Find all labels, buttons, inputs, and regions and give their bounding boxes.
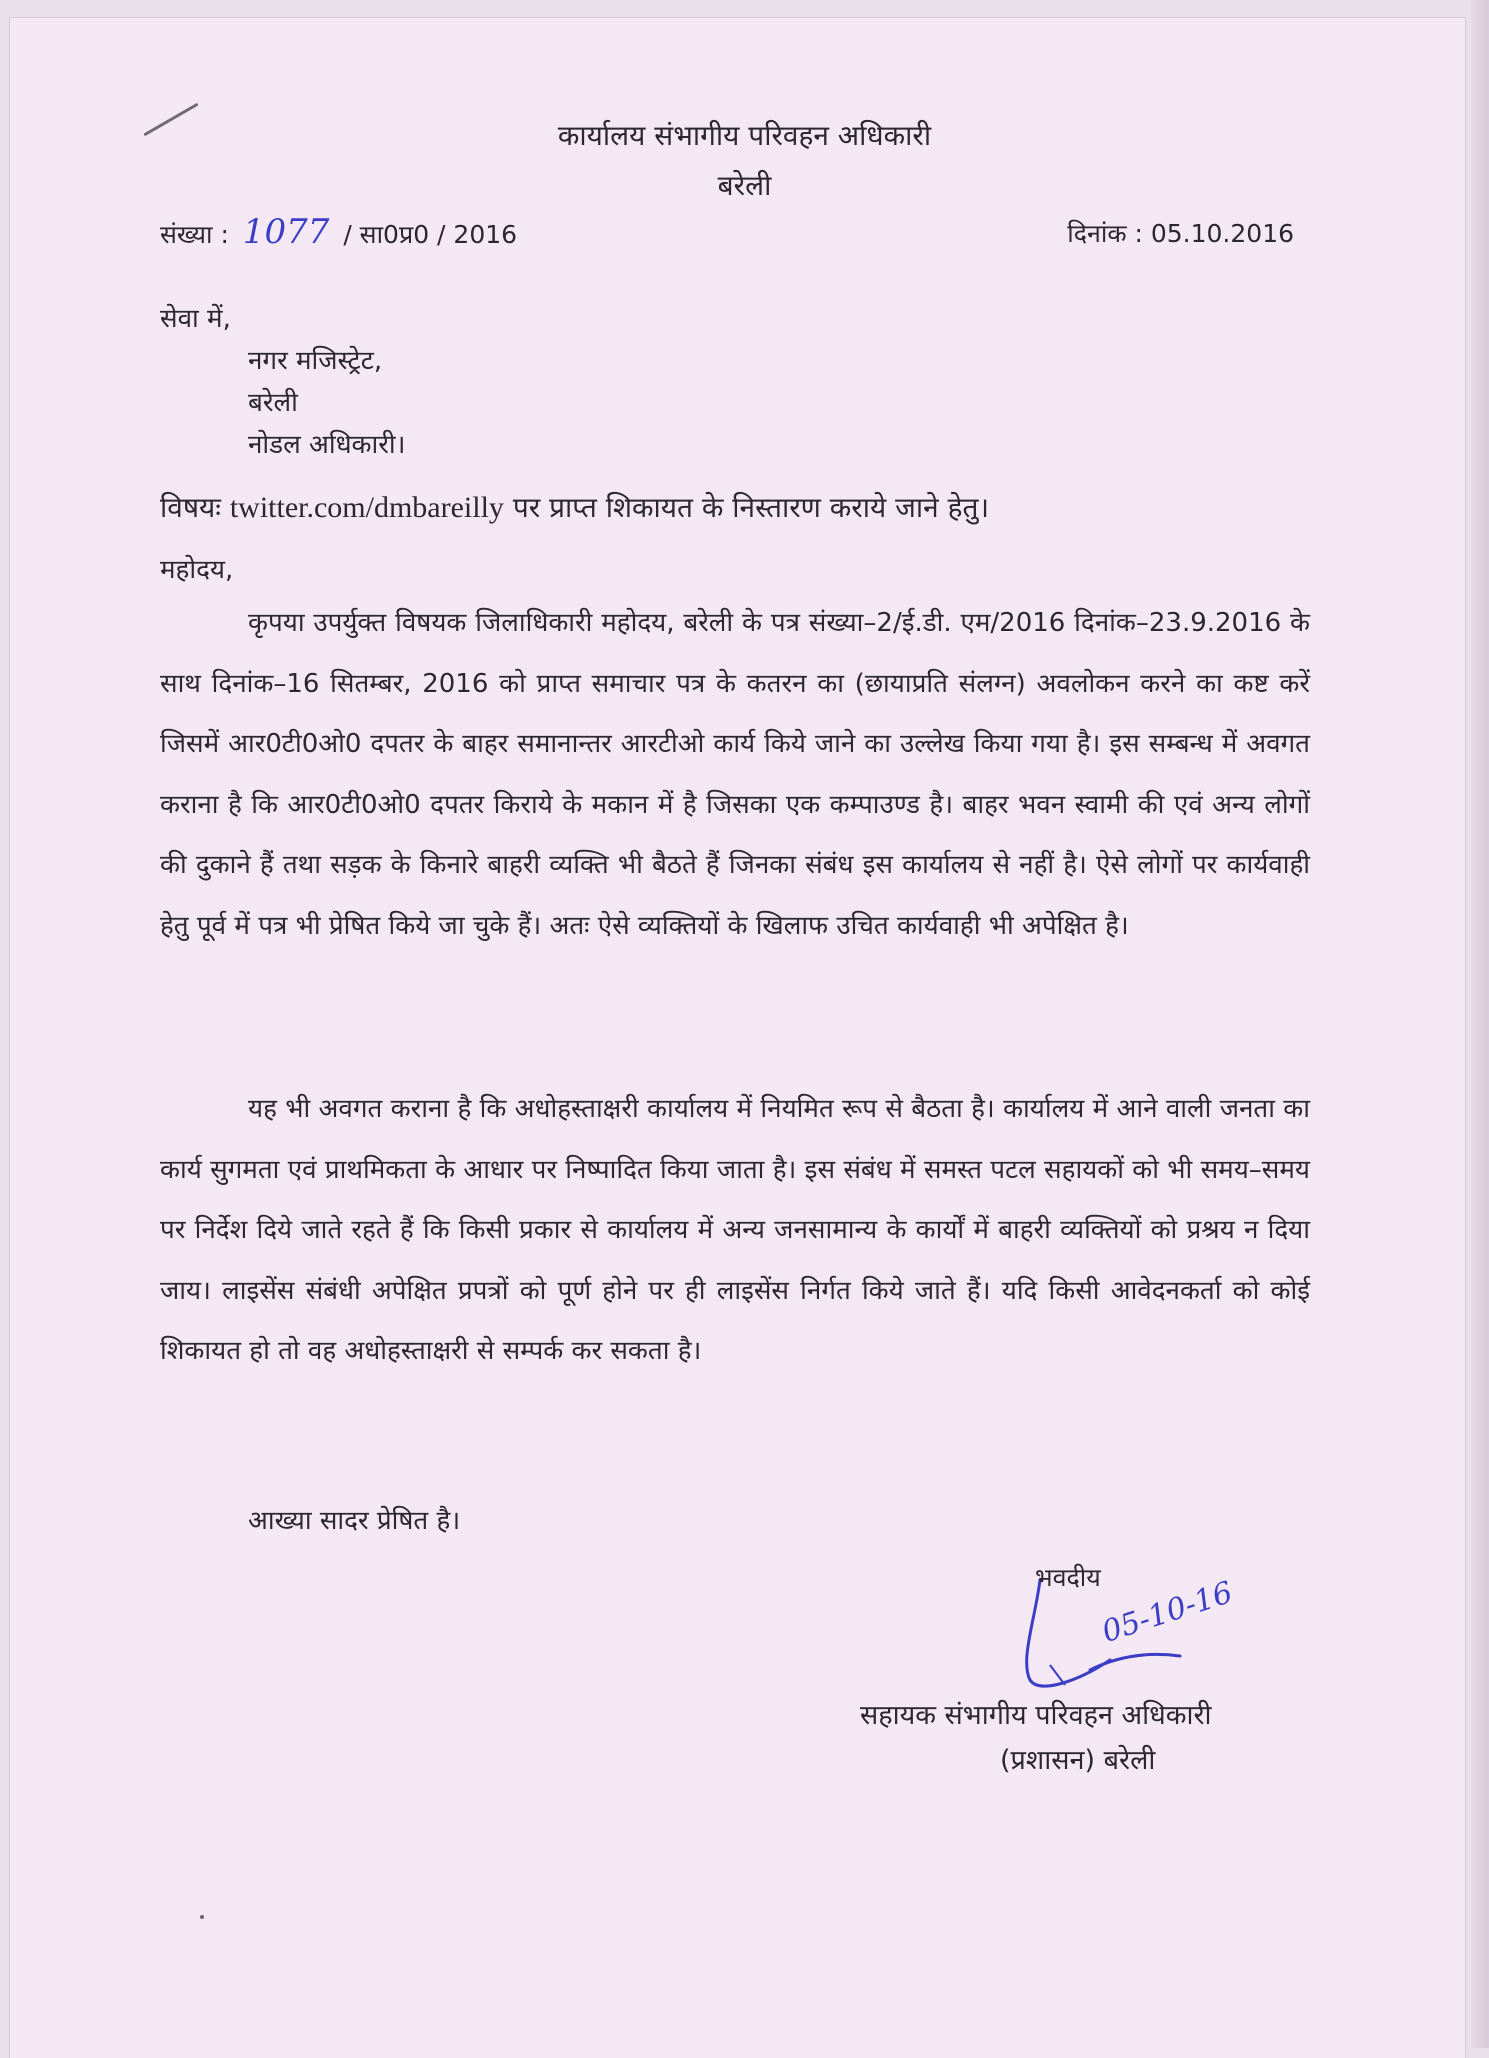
- signatory-designation: सहायक संभागीय परिवहन अधिकारी: [860, 1700, 1212, 1731]
- body-paragraph-2: यह भी अवगत कराना है कि अधोहस्ताक्षरी कार्यालय में नियमित रूप से बैठता है। कार्यालय में आने वाली जनता का कार्य सुगमता एवं प्राथमिकता के आधार पर निष्पादित किया जाता है। इस संबंध में समस्त पटल सहायकों को भी समय–समय पर निर्देश दिये जाते रहते हैं कि किसी प्रकार से कार्यालय में अन्य जनसामान्य के कार्यों में बाहरी व्यक्तियों को प्रश्रय न दिया जाय। लाइसेंस संबंधी अपेक्षित प्रपत्रों को पूर्ण होने पर ही लाइसेंस निर्गत किये जाते हैं। यदि किसी आवेदनकर्ता को कोई शिकायत हो तो वह अधोहस्ताक्षरी से सम्पर्क कर सकता है।: [160, 1094, 1310, 1366]
- paper-speck: [200, 1915, 204, 1919]
- subject-text: पर प्राप्त शिकायत के निस्तारण कराये जाने हेतु।: [512, 491, 990, 524]
- bhavdiya-text: भवदीय: [1035, 1563, 1101, 1592]
- addressee-line-1: नगर मजिस्ट्रेट,: [248, 346, 383, 376]
- body-paragraph-1: कृपया उपर्युक्त विषयक जिलाधिकारी महोदय, बरेली के पत्र संख्या–2/ई.डी. एम/2016 दिनांक–23.9.2016 के साथ दिनांक–16 सितम्बर, 2016 को प्राप्त समाचार पत्र के कतरन का (छायाप्रति संलग्न) अवलोकन करने का कष्ट करें जिसमें आर0टी0ओ0 दपतर के बाहर समानान्तर आरटीओ कार्य किये जाने का उल्लेख किया गया है। इस सम्बन्ध में अवगत कराना है कि आर0टी0ओ0 दपतर किराये के मकान में है जिसका एक कम्पाउण्ड है। बाहर भवन स्वामी की एवं अन्य लोगों की दुकाने हैं तथा सड़क के किनारे बाहरी व्यक्ति भी बैठते हैं जिनका संबंध इस कार्यालय से नहीं है। ऐसे लोगों पर कार्यवाही हेतु पूर्व में पत्र भी प्रेषित किये जा चुके हैं। अतः ऐसे व्यक्तियों के खिलाफ उचित कार्यवाही भी अपेक्षित है।: [160, 608, 1310, 941]
- addressee-line-3: नोडल अधिकारी।: [248, 430, 406, 460]
- reference-suffix: / सा0प्र0 / 2016: [343, 220, 518, 249]
- signature-block: [850, 1560, 1320, 1780]
- addressee-intro: सेवा में,: [160, 304, 231, 334]
- reference-label: संख्या :: [160, 220, 229, 249]
- salutation: महोदय,: [160, 555, 234, 585]
- subject-url: twitter.com/dmbareilly: [229, 491, 504, 524]
- date-label: दिनांक :: [1067, 219, 1143, 248]
- reference-number: [160, 212, 517, 252]
- subject-label: विषयः: [160, 491, 221, 524]
- page-edge-shadow: [1471, 0, 1489, 2048]
- addressee-line-2: बरेली: [248, 388, 298, 418]
- subject-line: [160, 488, 1330, 526]
- handwritten-ref-number: 1077: [242, 212, 330, 252]
- signature-date: 05-10-16: [1097, 1575, 1237, 1650]
- letter-date: [1067, 216, 1294, 250]
- office-city: बरेली: [717, 169, 772, 202]
- date-value: 05.10.2016: [1150, 219, 1294, 248]
- signatory-office: (प्रशासन) बरेली: [1000, 1745, 1156, 1776]
- closing-line: आख्या सादर प्रेषित है।: [248, 1506, 461, 1536]
- addressee-block: [160, 298, 405, 466]
- office-heading: कार्यालय संभागीय परिवहन अधिकारी: [557, 119, 932, 152]
